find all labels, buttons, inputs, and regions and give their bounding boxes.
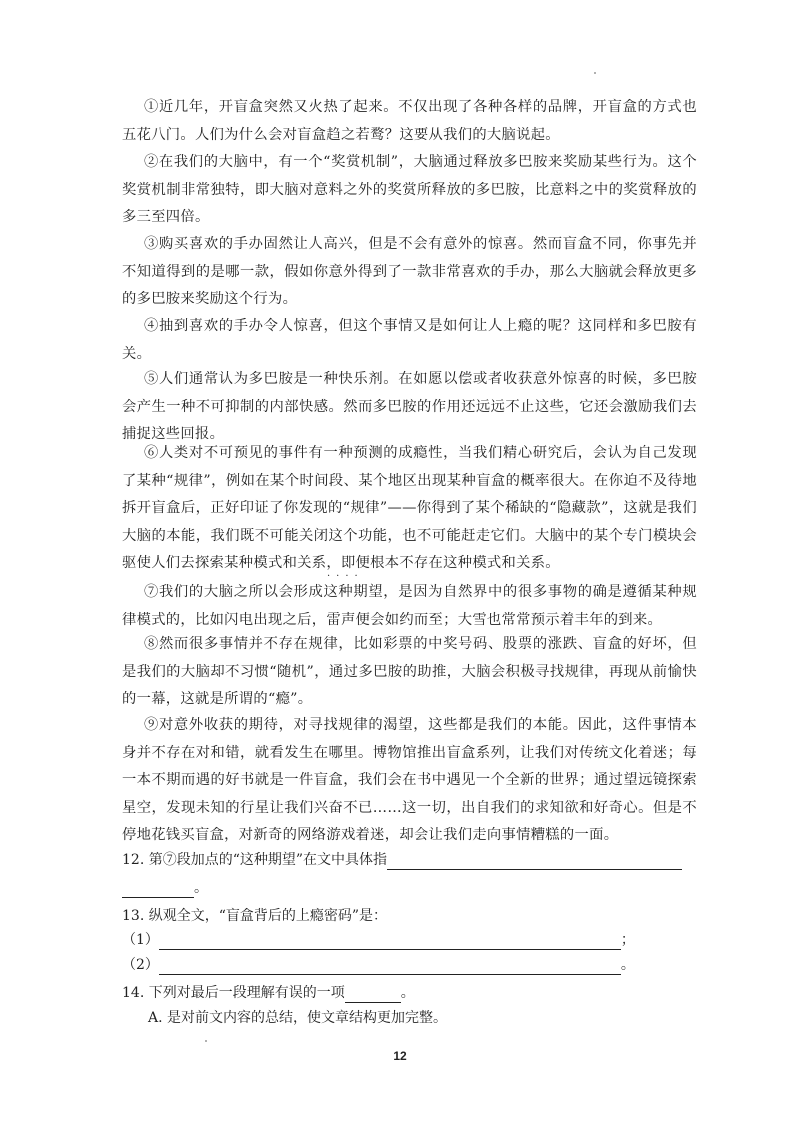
paragraph-3: ③购买喜欢的手办固然让人高兴，但是不会有意外的惊喜。然而盲盒不同，你事先并不知道得到的是哪一款，假如你意外得到了一款非常喜欢的手办，那么大脑就会释放更多的多巴胺来奖励这个行为。: [122, 236, 697, 307]
page-number: 12: [393, 1049, 407, 1063]
question-12-end: 。: [194, 880, 208, 896]
answer-blank-14[interactable]: [345, 986, 401, 1003]
scan-speck: [594, 72, 596, 74]
option-a: [148, 1008, 447, 1028]
answer-blank-12a[interactable]: [387, 853, 682, 870]
question-12-text: 12. 第⑦段加点的“这种期望”在文中具体指: [122, 852, 388, 868]
item-1-end: ；: [620, 932, 635, 948]
question-13-text: 13. 纵观全文，“盲盒背后的上瘾密码”是：: [122, 908, 388, 924]
answer-blank-13-2[interactable]: [159, 958, 621, 975]
question-13-item-2: [122, 955, 635, 975]
question-14: [122, 983, 415, 1003]
paragraph-9: ⑨对意外收获的期待，对寻找规律的渴望，这些都是我们的本能。因此，这件事情本身并不存在对和错，就看发生在哪里。博物馆推出盲盒系列，让我们对传统文化着迷；每一本不期而遇的好书就是一件盲盒，我们会在书中遇见一个全新的世界；通过望远镜探索星空，发现未知的行星让我们兴奋不已……这一切，出自我们的求知欲和好奇心。但是不停地花钱买盲盒，对新奇的网络游戏着迷，却会让我们走向事情糟糕的一面。: [122, 717, 697, 843]
question-14-end: 。: [400, 985, 415, 1001]
question-12: [122, 850, 682, 870]
answer-blank-13-1[interactable]: [159, 933, 621, 950]
item-1-label: （1）: [122, 932, 159, 948]
paragraph-2: ②在我们的大脑中，有一个“奖赏机制”，大脑通过释放多巴胺来奖励某些行为。这个奖赏机制非常独特，即大脑对意料之外的奖赏所释放的多巴胺，比意料之中的奖赏释放的多三至四倍。: [122, 154, 697, 225]
paragraph-6: ⑥人类对不可预见的事件有一种预测的成瘾性，当我们精心研究后，会认为自己发现了某种“规律”，例如在某个时间段、某个地区出现某种盲盒的概率很大。在你迫不及待地拆开盲盒后，正好印证了你发现的“规律”——你得到了某个稀缺的“隐藏款”，这就是我们大脑的本能，我们既不可能关闭这个功能，也不可能赶走它们。大脑中的某个专门模块会驱使人们去探索某种模式和关系，即便根本不存在这种模式和关系。: [122, 445, 697, 571]
question-12-cont: [122, 878, 208, 898]
question-14-text: 14. 下列对最后一段理解有误的一项: [122, 985, 345, 1001]
paragraph-8: ⑧然而很多事情并不存在规律，比如彩票的中奖号码、股票的涨跌、盲盒的好坏，但是我们的大脑却不习惯“随机”，通过多巴胺的助推，大脑会积极寻找规律，再现从前愉快的一幕，这就是所谓的“瘾”。: [122, 636, 697, 707]
question-13: [122, 906, 387, 926]
emphasis-dots: ····: [327, 571, 364, 582]
item-2-label: （2）: [122, 957, 159, 973]
question-13-item-1: [122, 930, 635, 950]
item-2-end: 。: [620, 957, 635, 973]
paragraph-4: ④抽到喜欢的手办令人惊喜，但这个事情又是如何让人上瘾的呢？这同样和多巴胺有关。: [122, 318, 697, 362]
option-a-text: A. 是对前文内容的总结，使文章结构更加完整。: [148, 1010, 448, 1026]
answer-blank-12b[interactable]: [122, 881, 194, 898]
paragraph-5: ⑤人们通常认为多巴胺是一种快乐剂。在如愿以偿或者收获意外惊喜的时候，多巴胺会产生一种不可抑制的内部快感。然而多巴胺的作用还远远不止这些，它还会激励我们去捕捉这些回报。: [122, 371, 697, 442]
paragraph-7: ⑦我们的大脑之所以会形成这种期望，是因为自然界中的很多事物的确是遵循某种规律模式的，比如闪电出现之后，雷声便会如约而至；大雪也常常预示着丰年的到来。: [122, 584, 697, 628]
scan-speck: [205, 1040, 207, 1042]
paragraph-1: ①近几年，开盲盒突然又火热了起来。不仅出现了各种各样的品牌，开盲盒的方式也五花八门。人们为什么会对盲盒趋之若鹜？这要从我们的大脑说起。: [122, 99, 697, 143]
